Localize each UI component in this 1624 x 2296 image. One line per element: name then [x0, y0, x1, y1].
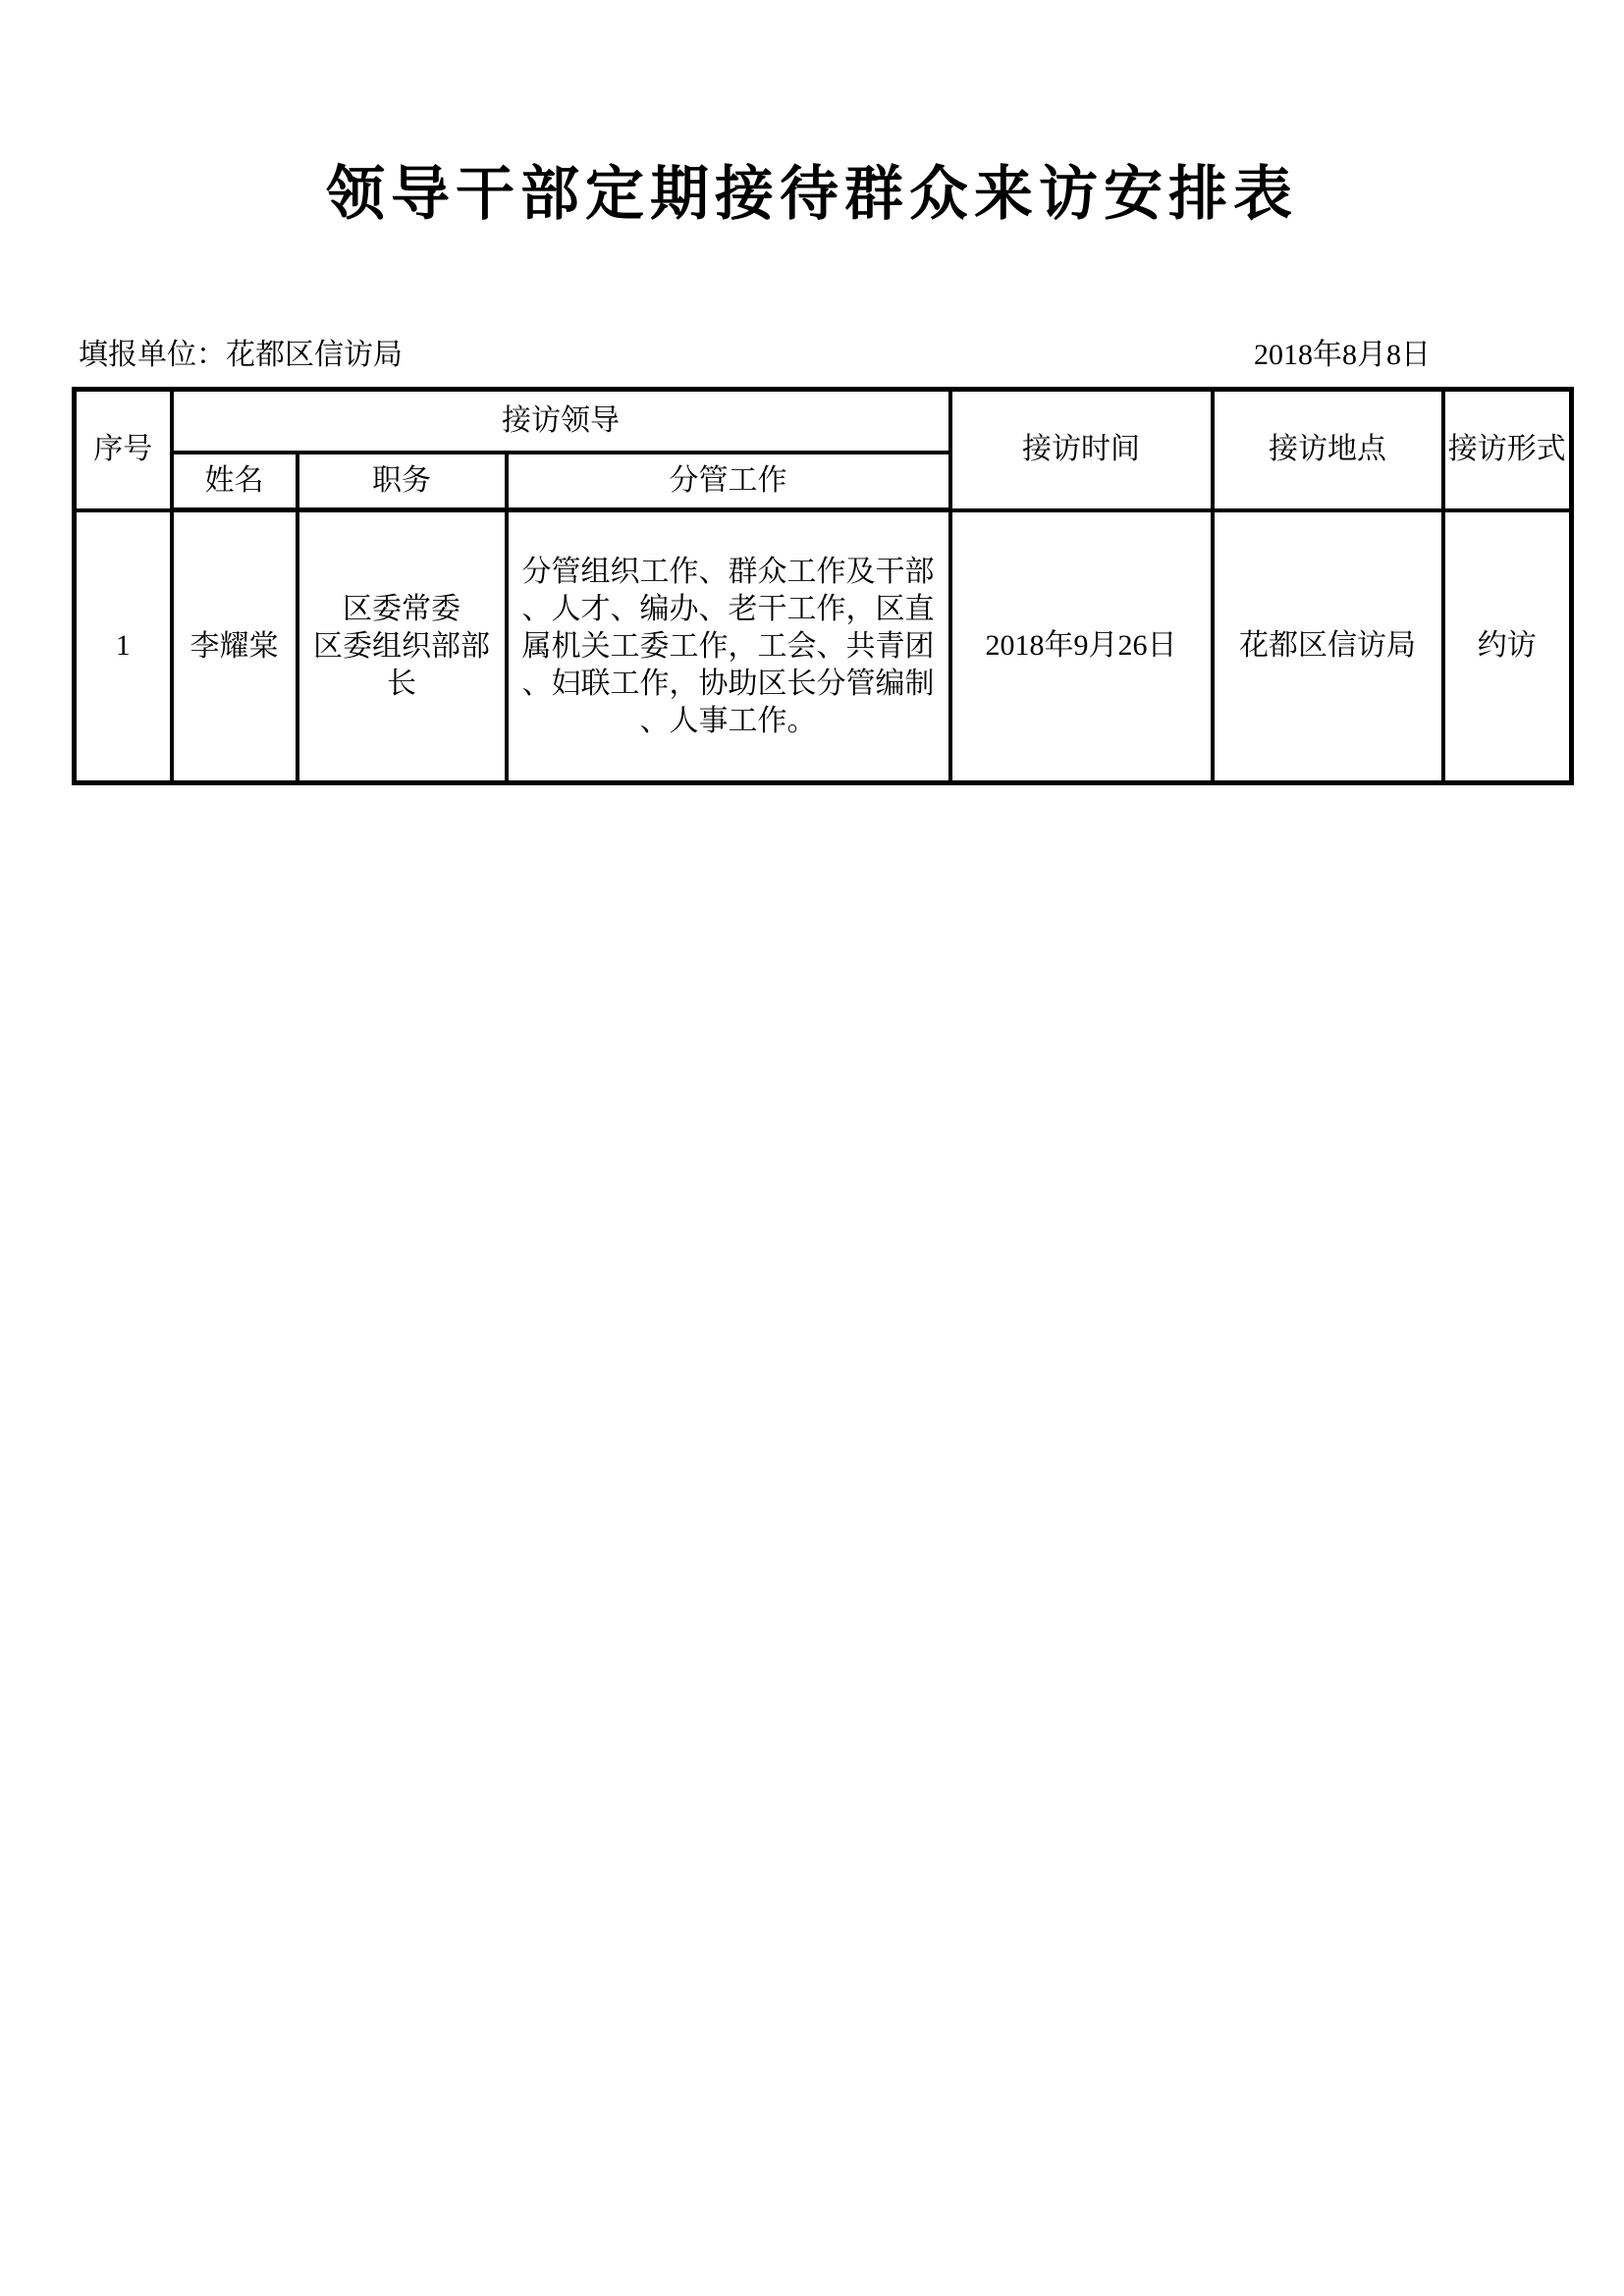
header-name: 姓名 [172, 453, 298, 510]
cell-time: 2018年9月26日 [950, 510, 1213, 783]
report-unit-label: 填报单位：花都区信访局 [79, 339, 403, 371]
cell-form: 约访 [1443, 510, 1572, 783]
header-row-top [75, 390, 1572, 453]
header-time: 接访时间 [950, 390, 1213, 510]
cell-index: 1 [75, 510, 172, 783]
cell-duties: 分管组织工作、群众工作及干部、人才、编办、老干工作，区直属机关工委工作，工会、共青团、妇联工作，协助区长分管编制、人事工作。 [507, 510, 950, 783]
info-row [72, 338, 1569, 373]
header-leader-group: 接访领导 [172, 390, 950, 453]
header-form: 接访形式 [1443, 390, 1572, 510]
header-duties: 分管工作 [507, 453, 950, 510]
header-position: 职务 [298, 453, 507, 510]
report-date: 2018年8月8日 [1254, 339, 1431, 371]
header-location: 接访地点 [1213, 390, 1443, 510]
cell-location: 花都区信访局 [1213, 510, 1443, 783]
schedule-table [72, 387, 1574, 785]
cell-position [298, 510, 507, 783]
table-row [75, 510, 1572, 783]
cell-name: 李耀棠 [172, 510, 298, 783]
header-index: 序号 [75, 390, 172, 510]
position-line-2: 区委组织部部长 [313, 629, 490, 700]
position-line-1: 区委常委 [343, 592, 460, 625]
page-title: 领导干部定期接待群众来访安排表 [326, 161, 1298, 227]
